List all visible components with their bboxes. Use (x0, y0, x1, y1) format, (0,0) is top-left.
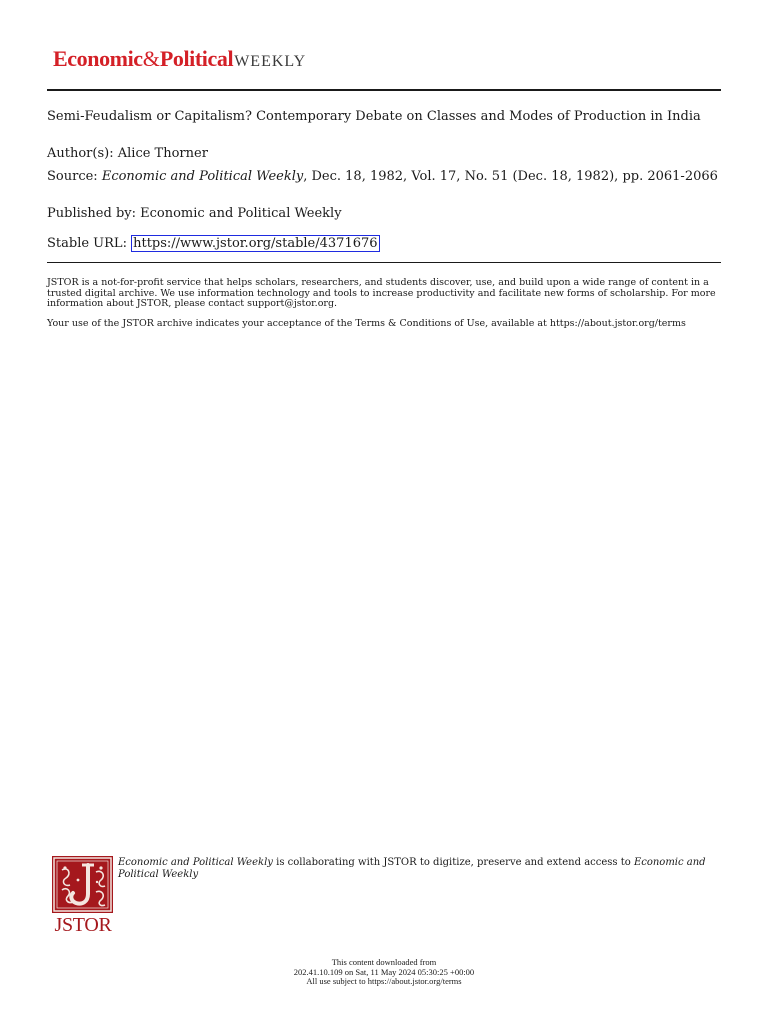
middle-divider (47, 262, 721, 263)
masthead-political: Political (159, 46, 234, 71)
jstor-logo[interactable] (50, 856, 116, 936)
jstor-logo-label: JSTOR (54, 914, 112, 936)
masthead-weekly: WEEKLY (234, 53, 307, 70)
masthead-ampersand: & (142, 46, 160, 71)
publisher-label: Published by: (47, 206, 136, 221)
publisher-name: Economic and Political Weekly (140, 206, 342, 221)
footer-line-1: This content downloaded from (331, 957, 437, 967)
source-line (47, 170, 727, 184)
stable-url-line (47, 235, 727, 252)
download-footer (0, 958, 768, 987)
author-name: Alice Thorner (117, 146, 208, 161)
source-journal: Economic and Political Weekly (101, 169, 304, 184)
stable-url-label: Stable URL: (47, 236, 127, 251)
author-line (47, 147, 727, 161)
footer-line-3: All use subject to https://about.jstor.org/terms (306, 976, 462, 986)
collab-journal-name-2: Economic and Political Weekly (118, 857, 706, 880)
jstor-notice-paragraph: JSTOR is a not-for-profit service that helps scholars, researchers, and students discover, use, and build upon a wide range of content in a trusted digital archive. We use information technology and tools to increase productivity and facilitate new forms of scholarship. For more information about JSTOR, please contact support@jstor.org. (47, 277, 716, 309)
collab-journal-name: Economic and Political Weekly (118, 857, 273, 868)
masthead-economic: Economic (53, 46, 143, 71)
stable-url-link[interactable]: https://www.jstor.org/stable/4371676 (133, 236, 378, 251)
source-details: , Dec. 18, 1982, Vol. 17, No. 51 (Dec. 18, 1982), pp. 2061-2066 (303, 169, 718, 184)
publisher-line (47, 207, 727, 221)
article-title: Semi-Feudalism or Capitalism? Contemporary Debate on Classes and Modes of Production in India (47, 109, 701, 124)
collab-text: is collaborating with JSTOR to digitize, preserve and extend access to (272, 857, 634, 868)
terms-notice-paragraph: Your use of the JSTOR archive indicates your acceptance of the Terms & Conditions of Use, available at https://about.jstor.org/terms (47, 318, 686, 329)
journal-masthead-logo (53, 48, 306, 70)
collaboration-statement (118, 857, 718, 880)
top-divider (47, 89, 721, 91)
footer-line-2: 202.41.10.109 on Sat, 11 May 2024 05:30:25 +00:00 (293, 966, 475, 977)
source-label: Source: (47, 169, 98, 184)
jstor-seal-icon (52, 856, 113, 913)
author-label: Author(s): (47, 146, 114, 161)
